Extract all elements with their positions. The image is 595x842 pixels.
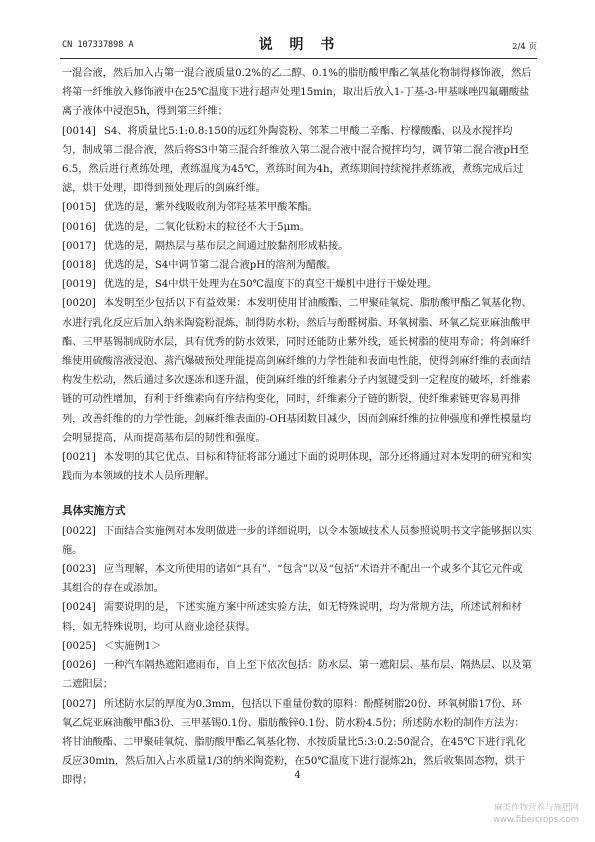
- paragraph-text: 需要说明的是，下述实施方案中所述实验方法，如无特殊说明，均为常规方法，所述试剂和材料，如无特殊说明，均可从商业途径获得。: [62, 602, 522, 633]
- watermark-url: www.fibercrops.com: [493, 815, 579, 825]
- paragraph: [62, 275, 532, 294]
- paragraph: [62, 64, 532, 122]
- page-indicator: 2/4 页: [512, 42, 537, 52]
- paragraph-number: [0015]: [62, 202, 96, 214]
- paragraph: [62, 237, 532, 256]
- paragraph-number: [0021]: [62, 452, 96, 464]
- paragraph: [62, 522, 532, 560]
- paragraph: [62, 218, 532, 237]
- page-number: 4: [294, 770, 301, 781]
- paragraph-number: [0023]: [62, 564, 96, 576]
- paragraph-list-intro: [62, 64, 532, 486]
- paragraph-text: S4、将质量比5:1:0.8:150的远红外陶瓷粉、邻苯二甲酸二辛酯、柠檬酸酯、以及水搅拌均匀，制成第二混合液，然后将S3中第三混合纤维放入第二混合液中混合搅拌均匀，调节第二混合液pH至6.5，然后进行煮练处理，煮练温度为45℃，煮练时间为4h，煮练期间持续搅拌煮练液，煮练完成后过滤，烘干处理，即得到预处理后的剑麻纤维。: [62, 125, 529, 195]
- document-body: [62, 64, 532, 791]
- paragraph-number: [0019]: [62, 279, 96, 291]
- paragraph-text: 应当理解，本文所使用的诸如“具有”、“包含”以及“包括”术语并不配出一个或多个其它元件或其组合的存在或添加。: [62, 564, 523, 595]
- paragraph-text: 所述防水层的厚度为0.3mm，包括以下重量份数的原料：酚醛树脂20份、环氧树脂17份、环氧乙烷亚麻油酸甲酯3份、三甲基锡0.1份、脂肪酸锌0.1份、防水粉4.5份；所述防水粉的制作方法为：将甘油酸酯、二甲聚硅氧烷、脂肪酸甲酯乙氧基化物、水按质量比5:3:0.2:50混合，在45℃下进行乳化反应30min，然后加入占水质量1/3的纳米陶瓷粉，在50℃温度下进行混炼2h，然后收集固态物，烘干即得；: [62, 698, 526, 787]
- paragraph: [62, 637, 532, 656]
- paragraph-text: 优选的是，隔热层与基布层之间通过胶黏剂形成粘接。: [103, 240, 349, 252]
- paragraph: [62, 598, 532, 636]
- document-title: 说 明 书: [258, 37, 341, 53]
- paragraph: [62, 448, 532, 486]
- paragraph-list-embodiments: [62, 522, 532, 791]
- paragraph-number: [0026]: [62, 660, 96, 672]
- paragraph-number: [0025]: [62, 640, 96, 652]
- header-divider: [60, 58, 537, 59]
- paragraph-text: 本发明至少包括以下有益效果：本发明使用甘油酸酯、二甲聚硅氧烷、脂肪酸甲酯乙氧基化物、水进行乳化反应后加入纳米陶瓷粉混炼，制得防水粉，然后与酚醛树脂、环氧树脂、环氧乙烷亚麻油酸甲酯、三甲基锡制成防水层，具有优秀的防水效果，同时还能防止紫外线，延长树脂的使用寿命；将剑麻纤维使用硫酸溶液浸泡、蒸汽爆破预处理能提高剑麻纤维的力学性能和表面电性能，使得剑麻纤维的表面结构发生松动，然后通过多次逐冻和逐升温，使剑麻纤维的纤维素分子内氢键受到一定程度的破坏，纤维素链的可动性增加，有利于纤维素向有序结构变化，同时，纤维素分子链的断裂，使纤维素链更容易再排列，改善纤维的的力学性能，剑麻纤维表面的-OH基团数目减少，因而剑麻纤维的拉伸强度和弹性模量均会明显提高，从而提高基布层的韧性和强度。: [62, 298, 532, 444]
- paragraph-number: [0024]: [62, 602, 96, 614]
- paragraph-text: 优选的是，紫外线吸收剂为邻羟基苯甲酸苯酯。: [103, 202, 318, 214]
- paragraph: [62, 122, 532, 199]
- paragraph-text: 一混合液，然后加入占第一混合液质量0.2%的乙二醇、0.1%的脂肪酸甲酯乙氧基化物制得修饰液，然后将第一纤维放入修饰液中在25℃温度下进行超声处理15min，取出后放入1-丁基-3-甲基咪唑四氟硼酸盐离子液体中浸泡5h，得到第三纤维；: [62, 68, 532, 118]
- paragraph-number: [0018]: [62, 260, 96, 272]
- section-title: 具体实施方式: [62, 505, 126, 518]
- paragraph-text: 优选的是，S4中烘干处理为在50℃温度下的真空干燥机中进行干燥处理。: [103, 279, 438, 291]
- page-header: [62, 34, 537, 56]
- paragraph-number: [0014]: [62, 125, 96, 137]
- paragraph-text: ＜实施例1＞: [103, 640, 162, 652]
- watermark-name: 麻类作物营养与施肥网: [493, 803, 579, 813]
- paragraph: [62, 294, 532, 448]
- paragraph-text: 优选的是，二氧化钛粉末的粒径不大于5μm。: [103, 221, 311, 233]
- document-number: CN 107337898 A: [62, 40, 134, 50]
- paragraph-text: 优选的是，S4中调节第二混合液pH的溶剂为醋酸。: [103, 260, 337, 272]
- site-watermark: [493, 802, 579, 826]
- paragraph-number: [0022]: [62, 525, 96, 537]
- paragraph: [62, 560, 532, 598]
- paragraph-number: [0017]: [62, 240, 96, 252]
- paragraph: [62, 256, 532, 275]
- paragraph: [62, 656, 532, 694]
- paragraph-number: [0020]: [62, 298, 96, 310]
- paragraph-text: 下面结合实施例对本发明做进一步的详细说明，以令本领域技术人员参照说明书文字能够据以实施。: [62, 525, 532, 556]
- paragraph-text: 本发明的其它优点、目标和特征将部分通过下面的说明体现，部分还将通过对本发明的研究和实践而为本领域的技术人员所理解。: [62, 452, 532, 483]
- paragraph: [62, 198, 532, 217]
- paragraph-text: 一种汽车隔热遮阳遮雨布，自上至下依次包括：防水层、第一遮阳层、基布层、隔热层、以及第二遮阳层；: [62, 660, 532, 691]
- paragraph-number: [0027]: [62, 698, 96, 710]
- paragraph-number: [0016]: [62, 221, 96, 233]
